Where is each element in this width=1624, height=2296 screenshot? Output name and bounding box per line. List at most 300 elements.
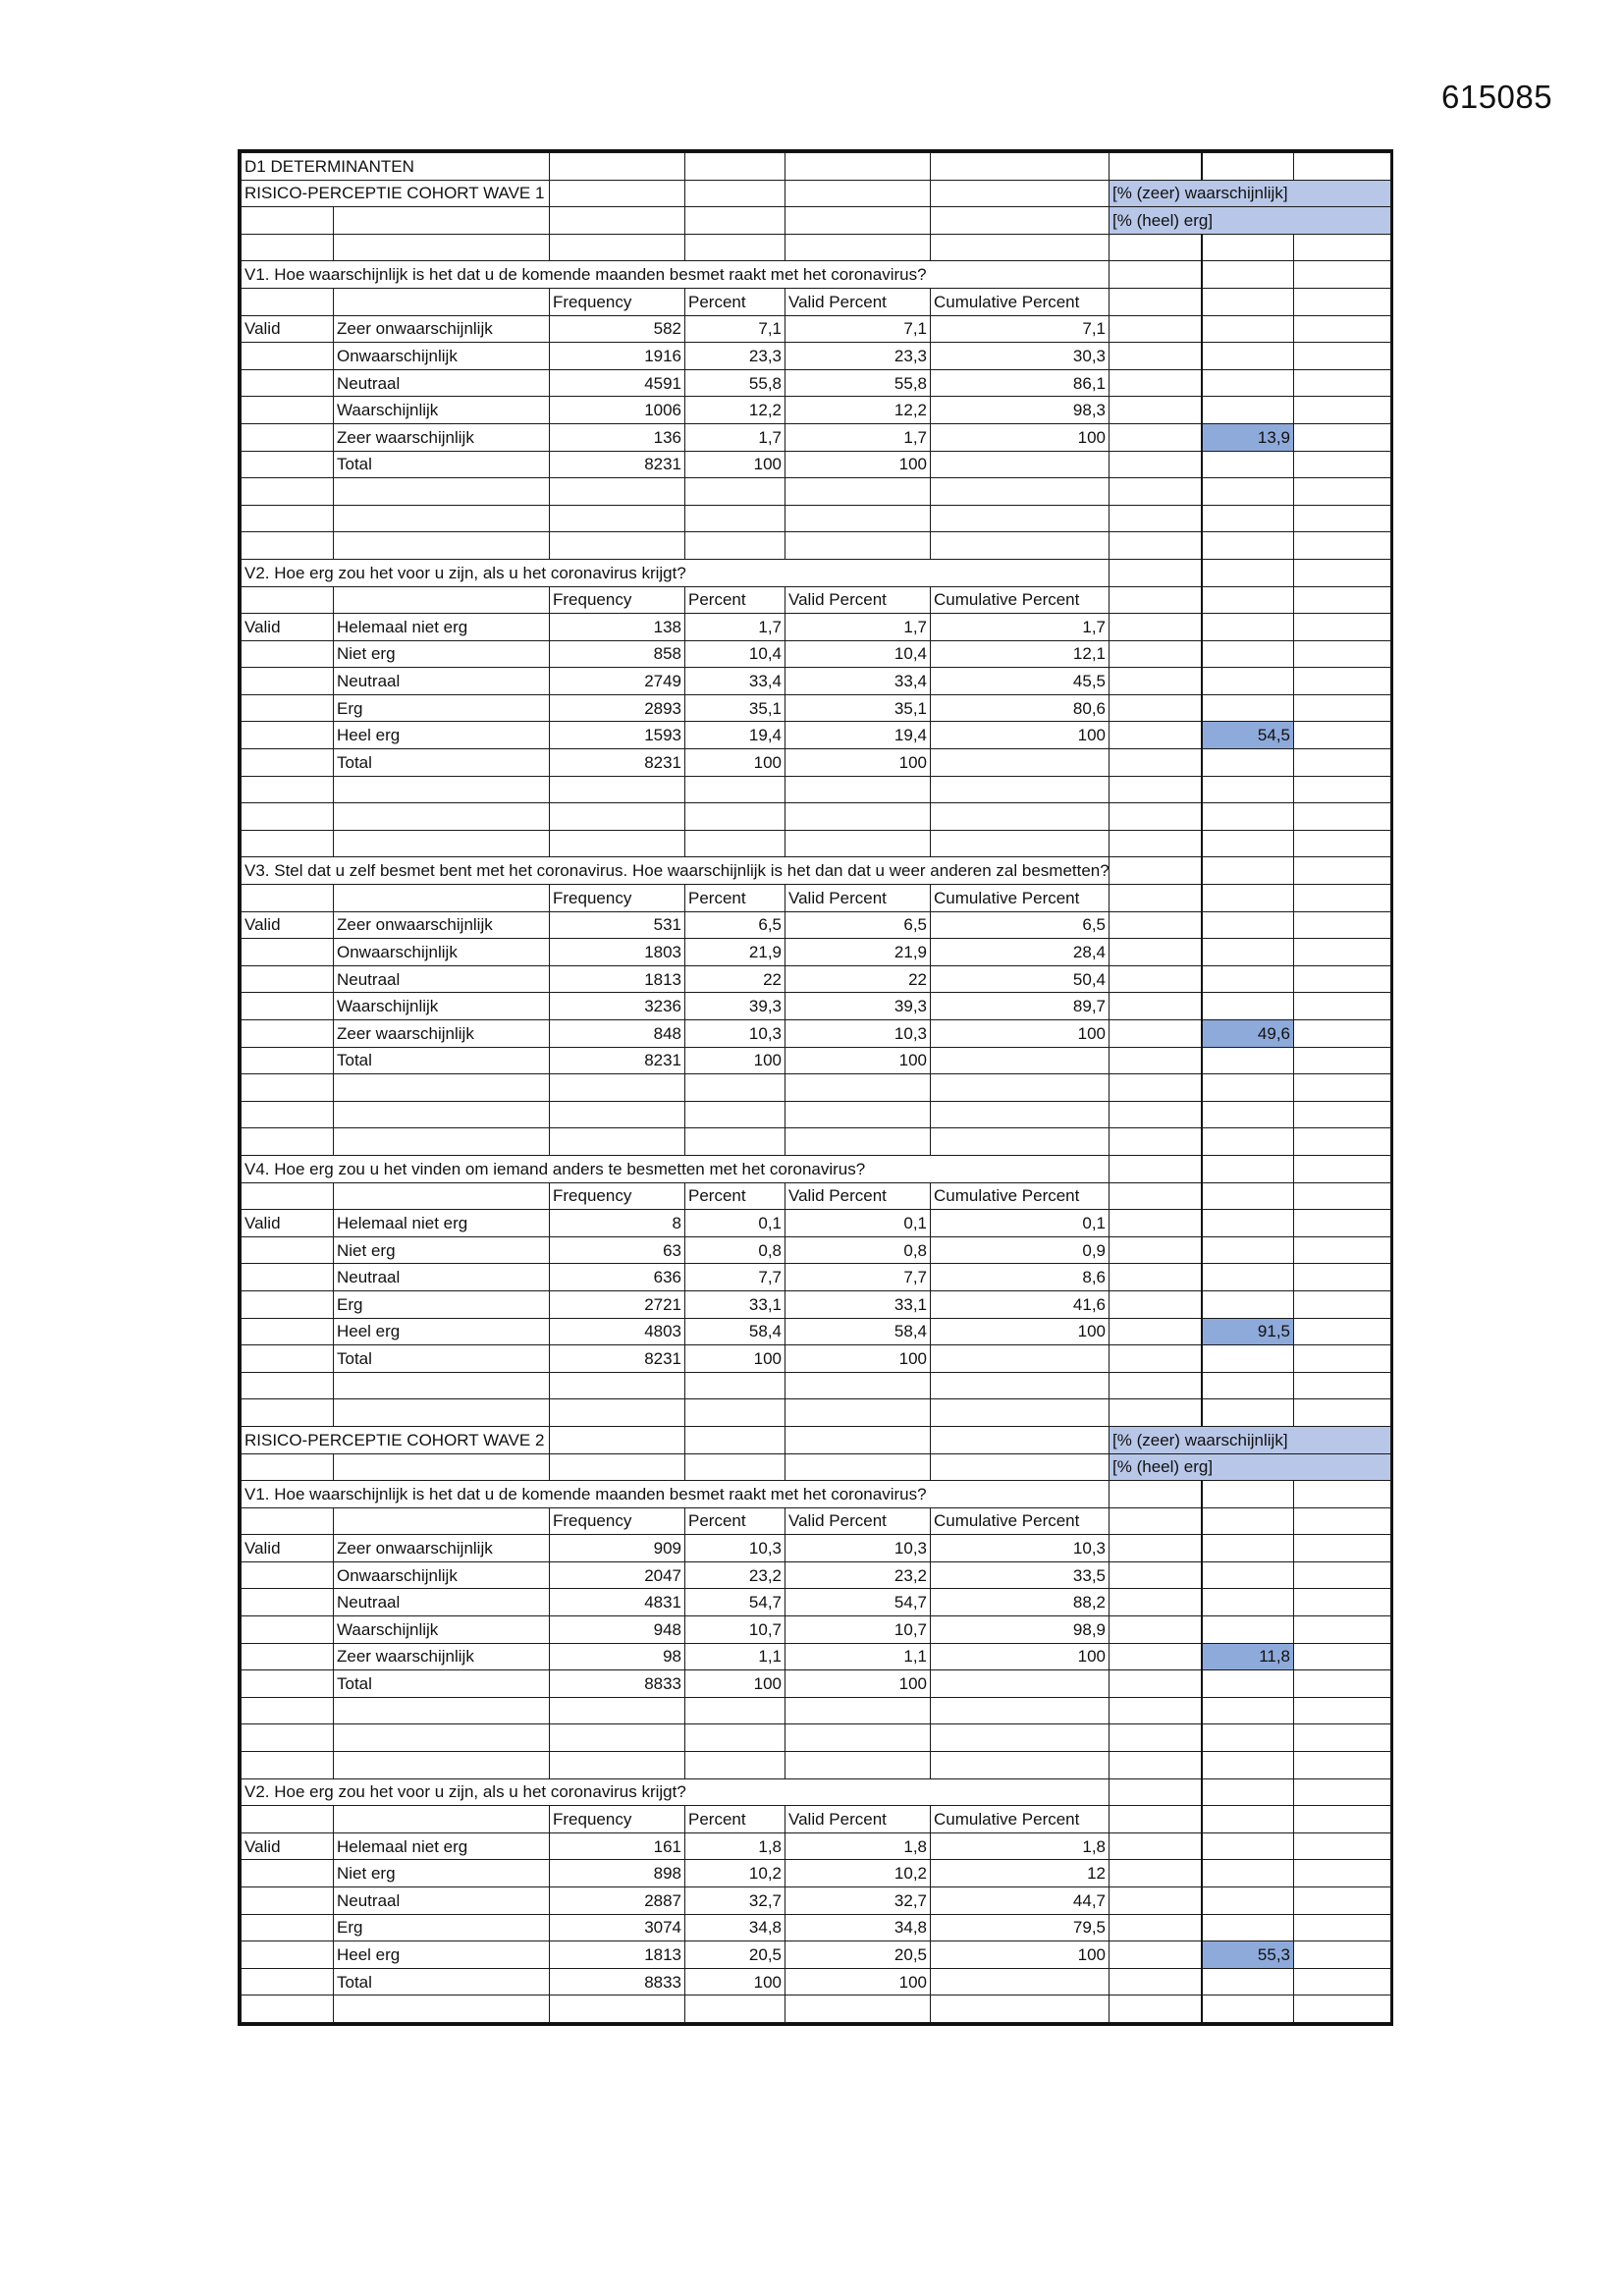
data-row — [242, 423, 1391, 451]
percent-value: 1,1 — [685, 1643, 785, 1670]
empty-cell — [1294, 1236, 1391, 1264]
valid-percent-value: 35,1 — [785, 694, 931, 722]
category-label: Erg — [334, 1290, 550, 1318]
percent-value: 1,8 — [685, 1832, 785, 1860]
empty-cell — [242, 1372, 334, 1399]
percent-value: 1,7 — [685, 614, 785, 641]
valid-percent-value: 23,2 — [785, 1561, 931, 1589]
empty-cell — [1110, 1832, 1202, 1860]
frequency-value: 4803 — [550, 1318, 685, 1345]
valid-percent-value: 23,3 — [785, 343, 931, 370]
frequency-value: 2887 — [550, 1887, 685, 1915]
empty-cell — [550, 1697, 685, 1724]
empty-cell — [685, 1995, 785, 2023]
empty-cell — [242, 505, 334, 532]
empty-cell — [1294, 1128, 1391, 1156]
empty-cell — [1294, 1860, 1391, 1887]
cumulative-percent-value: 28,4 — [931, 939, 1110, 966]
empty-cell — [1294, 1318, 1391, 1345]
empty-cell — [242, 830, 334, 857]
empty-cell — [785, 1995, 931, 2023]
empty-cell — [334, 288, 550, 315]
empty-cell — [1110, 885, 1202, 912]
blank-row — [242, 1372, 1391, 1399]
empty-cell — [1202, 614, 1294, 641]
empty-cell — [334, 776, 550, 803]
data-row — [242, 1236, 1391, 1264]
percent-value: 7,7 — [685, 1264, 785, 1291]
total-percent: 100 — [685, 451, 785, 478]
blank-row — [242, 803, 1391, 831]
empty-cell — [1110, 288, 1202, 315]
blank-row — [242, 234, 1391, 261]
empty-cell — [1294, 640, 1391, 668]
empty-cell — [785, 1074, 931, 1102]
empty-cell — [1202, 586, 1294, 614]
empty-cell — [931, 803, 1110, 831]
empty-cell — [1294, 397, 1391, 424]
valid-label: Valid — [242, 911, 334, 939]
empty-cell — [785, 1724, 931, 1752]
empty-cell — [1202, 1101, 1294, 1128]
empty-cell — [1202, 1616, 1294, 1644]
total-row — [242, 1968, 1391, 1995]
question-text: V2. Hoe erg zou het voor u zijn, als u het coronavirus krijgt? — [242, 559, 1110, 586]
empty-cell — [242, 1074, 334, 1102]
empty-cell — [1110, 234, 1202, 261]
valid-percent-value: 0,8 — [785, 1236, 931, 1264]
percent-value: 33,1 — [685, 1290, 785, 1318]
empty-cell — [242, 369, 334, 397]
empty-cell — [550, 803, 685, 831]
empty-cell — [1110, 1399, 1202, 1427]
percent-value: 55,8 — [685, 369, 785, 397]
empty-cell — [242, 749, 334, 777]
empty-cell — [1294, 1670, 1391, 1698]
valid-percent-value: 10,2 — [785, 1860, 931, 1887]
header-percent: Percent — [685, 288, 785, 315]
header-frequency: Frequency — [550, 1182, 685, 1210]
total-frequency: 8231 — [550, 749, 685, 777]
blank-row — [242, 532, 1391, 560]
cumulative-percent-value: 41,6 — [931, 1290, 1110, 1318]
valid-percent-value: 55,8 — [785, 369, 931, 397]
category-label: Neutraal — [334, 1887, 550, 1915]
valid-percent-value: 6,5 — [785, 911, 931, 939]
section-header-row — [242, 1426, 1391, 1453]
empty-cell — [242, 993, 334, 1020]
header-frequency: Frequency — [550, 586, 685, 614]
empty-cell — [242, 288, 334, 315]
blank-row — [242, 1752, 1391, 1779]
category-label: Neutraal — [334, 668, 550, 695]
category-label: Waarschijnlijk — [334, 397, 550, 424]
frequency-value: 2047 — [550, 1561, 685, 1589]
empty-cell — [1294, 722, 1391, 749]
header-frequency: Frequency — [550, 1507, 685, 1535]
empty-cell — [685, 505, 785, 532]
empty-cell — [1294, 451, 1391, 478]
empty-cell — [1110, 1507, 1202, 1535]
empty-cell — [1294, 532, 1391, 560]
question-text: V1. Hoe waarschijnlijk is het dat u de komende maanden besmet raakt met het coronavirus? — [242, 261, 1110, 289]
total-percent: 100 — [685, 1670, 785, 1698]
empty-cell — [931, 532, 1110, 560]
header-percent: Percent — [685, 1806, 785, 1833]
empty-cell — [785, 1426, 931, 1453]
legend-severe: [% (heel) erg] — [1110, 1453, 1391, 1481]
valid-percent-value: 7,7 — [785, 1264, 931, 1291]
empty-cell — [931, 451, 1110, 478]
empty-cell — [685, 1426, 785, 1453]
empty-cell — [1202, 343, 1294, 370]
frequency-value: 161 — [550, 1832, 685, 1860]
empty-cell — [550, 153, 685, 181]
empty-cell — [1294, 614, 1391, 641]
empty-cell — [334, 803, 550, 831]
empty-cell — [1294, 1020, 1391, 1048]
data-row — [242, 668, 1391, 695]
empty-cell — [1202, 1290, 1294, 1318]
cumulative-percent-value: 8,6 — [931, 1264, 1110, 1291]
total-row — [242, 749, 1391, 777]
header-valid-percent: Valid Percent — [785, 288, 931, 315]
empty-cell — [1202, 234, 1294, 261]
empty-cell — [931, 153, 1110, 181]
category-label: Neutraal — [334, 1264, 550, 1291]
data-row — [242, 1589, 1391, 1616]
valid-percent-value: 0,1 — [785, 1210, 931, 1237]
cumulative-percent-value: 10,3 — [931, 1535, 1110, 1562]
empty-cell — [685, 1697, 785, 1724]
blank-row — [242, 1074, 1391, 1102]
empty-cell — [1110, 1914, 1202, 1941]
empty-cell — [1110, 1589, 1202, 1616]
data-row — [242, 1887, 1391, 1915]
empty-cell — [1110, 369, 1202, 397]
valid-percent-value: 33,4 — [785, 668, 931, 695]
empty-cell — [931, 776, 1110, 803]
total-frequency: 8833 — [550, 1968, 685, 1995]
total-row — [242, 1670, 1391, 1698]
summary-value: 49,6 — [1202, 1020, 1294, 1048]
empty-cell — [550, 1724, 685, 1752]
empty-cell — [785, 478, 931, 506]
blank-row — [242, 830, 1391, 857]
empty-cell — [1202, 1345, 1294, 1373]
empty-cell — [1294, 1914, 1391, 1941]
empty-cell — [685, 1453, 785, 1481]
data-row — [242, 1020, 1391, 1048]
empty-cell — [1202, 939, 1294, 966]
empty-cell — [785, 180, 931, 207]
empty-cell — [242, 207, 334, 235]
empty-cell — [1294, 1995, 1391, 2023]
empty-cell — [334, 505, 550, 532]
empty-cell — [1110, 857, 1202, 885]
category-label: Neutraal — [334, 369, 550, 397]
empty-cell — [550, 532, 685, 560]
empty-cell — [685, 776, 785, 803]
valid-percent-value: 33,1 — [785, 1290, 931, 1318]
header-percent: Percent — [685, 1182, 785, 1210]
category-label: Heel erg — [334, 1318, 550, 1345]
empty-cell — [242, 1345, 334, 1373]
empty-cell — [1294, 1264, 1391, 1291]
frequency-value: 636 — [550, 1264, 685, 1291]
empty-cell — [334, 234, 550, 261]
data-row — [242, 369, 1391, 397]
valid-percent-value: 34,8 — [785, 1914, 931, 1941]
empty-cell — [685, 153, 785, 181]
question-text: V3. Stel dat u zelf besmet bent met het coronavirus. Hoe waarschijnlijk is het dan dat u weer anderen zal besmetten? — [242, 857, 1110, 885]
empty-cell — [1202, 1074, 1294, 1102]
blank-row — [242, 1724, 1391, 1752]
data-row — [242, 1832, 1391, 1860]
document-title: D1 DETERMINANTEN — [242, 153, 550, 181]
empty-cell — [1110, 803, 1202, 831]
empty-cell — [685, 234, 785, 261]
empty-cell — [242, 1752, 334, 1779]
header-frequency: Frequency — [550, 885, 685, 912]
data-row — [242, 1290, 1391, 1318]
empty-cell — [1294, 1778, 1391, 1806]
percent-value: 22 — [685, 965, 785, 993]
empty-cell — [1202, 911, 1294, 939]
percent-value: 33,4 — [685, 668, 785, 695]
empty-cell — [1110, 1182, 1202, 1210]
empty-cell — [334, 207, 550, 235]
empty-cell — [334, 478, 550, 506]
empty-cell — [1294, 1345, 1391, 1373]
empty-cell — [1202, 965, 1294, 993]
percent-value: 0,1 — [685, 1210, 785, 1237]
category-label: Erg — [334, 1914, 550, 1941]
empty-cell — [1294, 369, 1391, 397]
empty-cell — [1202, 1752, 1294, 1779]
empty-cell — [931, 1995, 1110, 2023]
empty-cell — [1110, 939, 1202, 966]
frequency-value: 136 — [550, 423, 685, 451]
empty-cell — [550, 1752, 685, 1779]
total-frequency: 8833 — [550, 1670, 685, 1698]
total-percent: 100 — [685, 1345, 785, 1373]
empty-cell — [1110, 1481, 1202, 1508]
empty-cell — [1110, 261, 1202, 289]
empty-cell — [1202, 478, 1294, 506]
valid-label: Valid — [242, 614, 334, 641]
cumulative-percent-value: 80,6 — [931, 694, 1110, 722]
empty-cell — [242, 451, 334, 478]
category-label: Helemaal niet erg — [334, 1832, 550, 1860]
question-row — [242, 559, 1391, 586]
empty-cell — [1202, 1832, 1294, 1860]
empty-cell — [242, 1047, 334, 1074]
data-row — [242, 1535, 1391, 1562]
frequency-value: 3236 — [550, 993, 685, 1020]
empty-cell — [1202, 857, 1294, 885]
total-frequency: 8231 — [550, 1047, 685, 1074]
question-row — [242, 857, 1391, 885]
empty-cell — [1110, 423, 1202, 451]
empty-cell — [931, 1128, 1110, 1156]
percent-value: 23,2 — [685, 1561, 785, 1589]
empty-cell — [785, 153, 931, 181]
empty-cell — [1202, 749, 1294, 777]
header-cumulative-percent: Cumulative Percent — [931, 586, 1110, 614]
cumulative-percent-value: 100 — [931, 722, 1110, 749]
empty-cell — [785, 234, 931, 261]
empty-cell — [1202, 1561, 1294, 1589]
percent-value: 12,2 — [685, 397, 785, 424]
percent-value: 54,7 — [685, 1589, 785, 1616]
empty-cell — [785, 1453, 931, 1481]
frequency-value: 1593 — [550, 722, 685, 749]
empty-cell — [1294, 1372, 1391, 1399]
empty-cell — [685, 1399, 785, 1427]
empty-cell — [1294, 478, 1391, 506]
empty-cell — [1294, 1752, 1391, 1779]
empty-cell — [1110, 1616, 1202, 1644]
empty-cell — [1202, 1047, 1294, 1074]
cumulative-percent-value: 50,4 — [931, 965, 1110, 993]
empty-cell — [242, 640, 334, 668]
valid-percent-value: 1,8 — [785, 1832, 931, 1860]
empty-cell — [1294, 586, 1391, 614]
empty-cell — [334, 586, 550, 614]
empty-cell — [931, 1047, 1110, 1074]
empty-cell — [1110, 532, 1202, 560]
total-label: Total — [334, 451, 550, 478]
data-row — [242, 1860, 1391, 1887]
cumulative-percent-value: 86,1 — [931, 369, 1110, 397]
percent-value: 7,1 — [685, 315, 785, 343]
empty-cell — [1110, 1995, 1202, 2023]
empty-cell — [242, 1670, 334, 1698]
empty-cell — [334, 1128, 550, 1156]
empty-cell — [1202, 1481, 1294, 1508]
empty-cell — [550, 1453, 685, 1481]
empty-cell — [334, 1806, 550, 1833]
percent-value: 21,9 — [685, 939, 785, 966]
empty-cell — [242, 803, 334, 831]
total-label: Total — [334, 1670, 550, 1698]
column-header-row — [242, 1507, 1391, 1535]
empty-cell — [550, 180, 685, 207]
section-title: RISICO-PERCEPTIE COHORT WAVE 2 — [242, 1426, 550, 1453]
empty-cell — [242, 532, 334, 560]
total-label: Total — [334, 1345, 550, 1373]
cumulative-percent-value: 1,7 — [931, 614, 1110, 641]
valid-percent-value: 21,9 — [785, 939, 931, 966]
empty-cell — [1110, 1372, 1202, 1399]
empty-cell — [242, 1995, 334, 2023]
empty-cell — [1202, 153, 1294, 181]
cumulative-percent-value: 44,7 — [931, 1887, 1110, 1915]
empty-cell — [1110, 1047, 1202, 1074]
empty-cell — [1202, 1589, 1294, 1616]
blank-row — [242, 478, 1391, 506]
category-label: Helemaal niet erg — [334, 1210, 550, 1237]
empty-cell — [1110, 1210, 1202, 1237]
empty-cell — [1202, 397, 1294, 424]
header-cumulative-percent: Cumulative Percent — [931, 1182, 1110, 1210]
empty-cell — [1294, 315, 1391, 343]
valid-percent-value: 39,3 — [785, 993, 931, 1020]
empty-cell — [685, 1752, 785, 1779]
empty-cell — [1202, 830, 1294, 857]
empty-cell — [1202, 1860, 1294, 1887]
empty-cell — [931, 234, 1110, 261]
empty-cell — [334, 1507, 550, 1535]
empty-cell — [1110, 1020, 1202, 1048]
empty-cell — [785, 803, 931, 831]
valid-percent-value: 54,7 — [785, 1589, 931, 1616]
total-valid-percent: 100 — [785, 1670, 931, 1698]
empty-cell — [785, 1101, 931, 1128]
category-label: Heel erg — [334, 1941, 550, 1969]
cumulative-percent-value: 98,3 — [931, 397, 1110, 424]
empty-cell — [334, 1182, 550, 1210]
summary-value: 54,5 — [1202, 722, 1294, 749]
empty-cell — [1202, 668, 1294, 695]
frequency-value: 898 — [550, 1860, 685, 1887]
frequency-value: 948 — [550, 1616, 685, 1644]
data-row — [242, 343, 1391, 370]
empty-cell — [242, 1914, 334, 1941]
empty-cell — [1294, 288, 1391, 315]
empty-cell — [1110, 614, 1202, 641]
empty-cell — [685, 1724, 785, 1752]
empty-cell — [1110, 505, 1202, 532]
empty-cell — [1110, 1968, 1202, 1995]
empty-cell — [1294, 1941, 1391, 1969]
empty-cell — [1202, 1182, 1294, 1210]
empty-cell — [334, 532, 550, 560]
category-label: Niet erg — [334, 1860, 550, 1887]
cumulative-percent-value: 79,5 — [931, 1914, 1110, 1941]
empty-cell — [242, 1941, 334, 1969]
empty-cell — [931, 207, 1110, 235]
column-header-row — [242, 1806, 1391, 1833]
section-legend-row — [242, 207, 1391, 235]
empty-cell — [1202, 1995, 1294, 2023]
category-label: Neutraal — [334, 1589, 550, 1616]
empty-cell — [1202, 505, 1294, 532]
empty-cell — [242, 1724, 334, 1752]
empty-cell — [1110, 1643, 1202, 1670]
empty-cell — [242, 1236, 334, 1264]
empty-cell — [1202, 1914, 1294, 1941]
empty-cell — [931, 1399, 1110, 1427]
cumulative-percent-value: 30,3 — [931, 343, 1110, 370]
empty-cell — [1294, 939, 1391, 966]
header-valid-percent: Valid Percent — [785, 885, 931, 912]
empty-cell — [1294, 694, 1391, 722]
empty-cell — [550, 505, 685, 532]
empty-cell — [242, 1616, 334, 1644]
section-legend-row — [242, 1453, 1391, 1481]
valid-percent-value: 12,2 — [785, 397, 931, 424]
question-row — [242, 1155, 1391, 1182]
empty-cell — [1110, 668, 1202, 695]
empty-cell — [1110, 1778, 1202, 1806]
cumulative-percent-value: 1,8 — [931, 1832, 1110, 1860]
empty-cell — [1294, 668, 1391, 695]
total-row — [242, 1345, 1391, 1373]
empty-cell — [931, 1752, 1110, 1779]
column-header-row — [242, 1182, 1391, 1210]
